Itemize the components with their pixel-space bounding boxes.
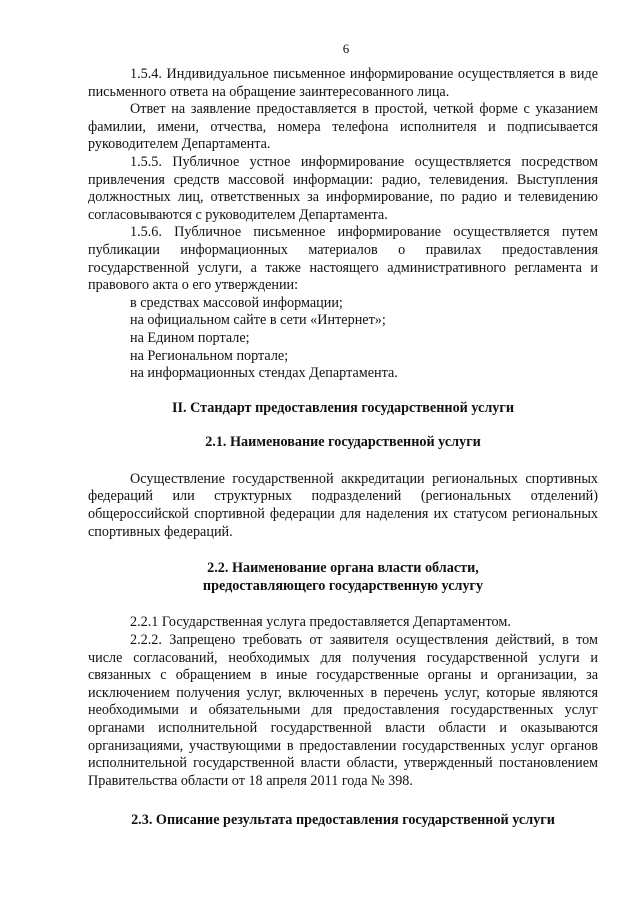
paragraph-2-2-2: 2.2.2. Запрещено требовать от заявителя осуществления действий, в том числе согласований, необходимых для получения государственной услуги и связанных с обращением в иные государственные органы и организации, за исключением получения услуг, включенных в перечень услуг, которые являются необходимыми и обязательными для предоставления государственных услуг органами исполнительной государственной власти области и оказываются организациями, участвующими в предоставлении государственных услуг органов исполнительной государственной власти области, утвержденный постановлением Правительства области от 18 апреля 2011 года № 398.: [88, 632, 598, 789]
heading-2-2-line-1: 2.2. Наименование органа власти области,: [207, 560, 479, 577]
list-item: на Едином портале;: [130, 329, 250, 346]
list-item: на официальном сайте в сети «Интернет»;: [130, 312, 386, 329]
heading-2-1: 2.1. Наименование государственной услуги: [205, 434, 481, 451]
heading-2-3: 2.3. Описание результата предоставления государственной услуги: [131, 812, 555, 829]
paragraph-2-1: Осуществление государственной аккредитации региональных спортивных федераций или структурных подразделений (региональных отделений) общероссийской спортивной федерации для наделения их статусом региональных спортивных федераций.: [88, 470, 598, 540]
list-item: на Региональном портале;: [130, 347, 289, 364]
paragraph-1-5-6: 1.5.6. Публичное письменное информирование осуществляется путем публикации информационных материалов о правилах предоставления государственной услуги, а также настоящего административного регламента и правового акта о его утверждении:: [88, 224, 598, 294]
paragraph-1-5-4-answer: Ответ на заявление предоставляется в простой, четкой форме с указанием фамилии, имени, отчества, номера телефона исполнителя и подписывается руководителем Департамента.: [88, 101, 598, 153]
page-number: 6: [342, 41, 350, 56]
paragraph-2-2-1: 2.2.1 Государственная услуга предоставляется Департаментом.: [130, 614, 511, 631]
publication-channels-list: [88, 295, 598, 383]
paragraph-1-5-5: 1.5.5. Публичное устное информирование осуществляется посредством привлечения средств массовой информации: радио, телевидения. Выступления должностных лиц, ответственных за информирование, по радио и телевидению согласовываются с руководителем Департамента.: [88, 153, 598, 223]
paragraph-1-5-4: 1.5.4. Индивидуальное письменное информирование осуществляется в виде письменного ответа на обращение заинтересованного лица.: [88, 66, 598, 100]
list-item: в средствах массовой информации;: [130, 294, 343, 311]
document-body: [88, 66, 598, 830]
heading-2-2-line-2: предоставляющего государственную услугу: [202, 577, 484, 594]
list-item: на информационных стендах Департамента.: [130, 365, 398, 382]
section-2-title: II. Стандарт предоставления государственной услуги: [171, 399, 515, 416]
